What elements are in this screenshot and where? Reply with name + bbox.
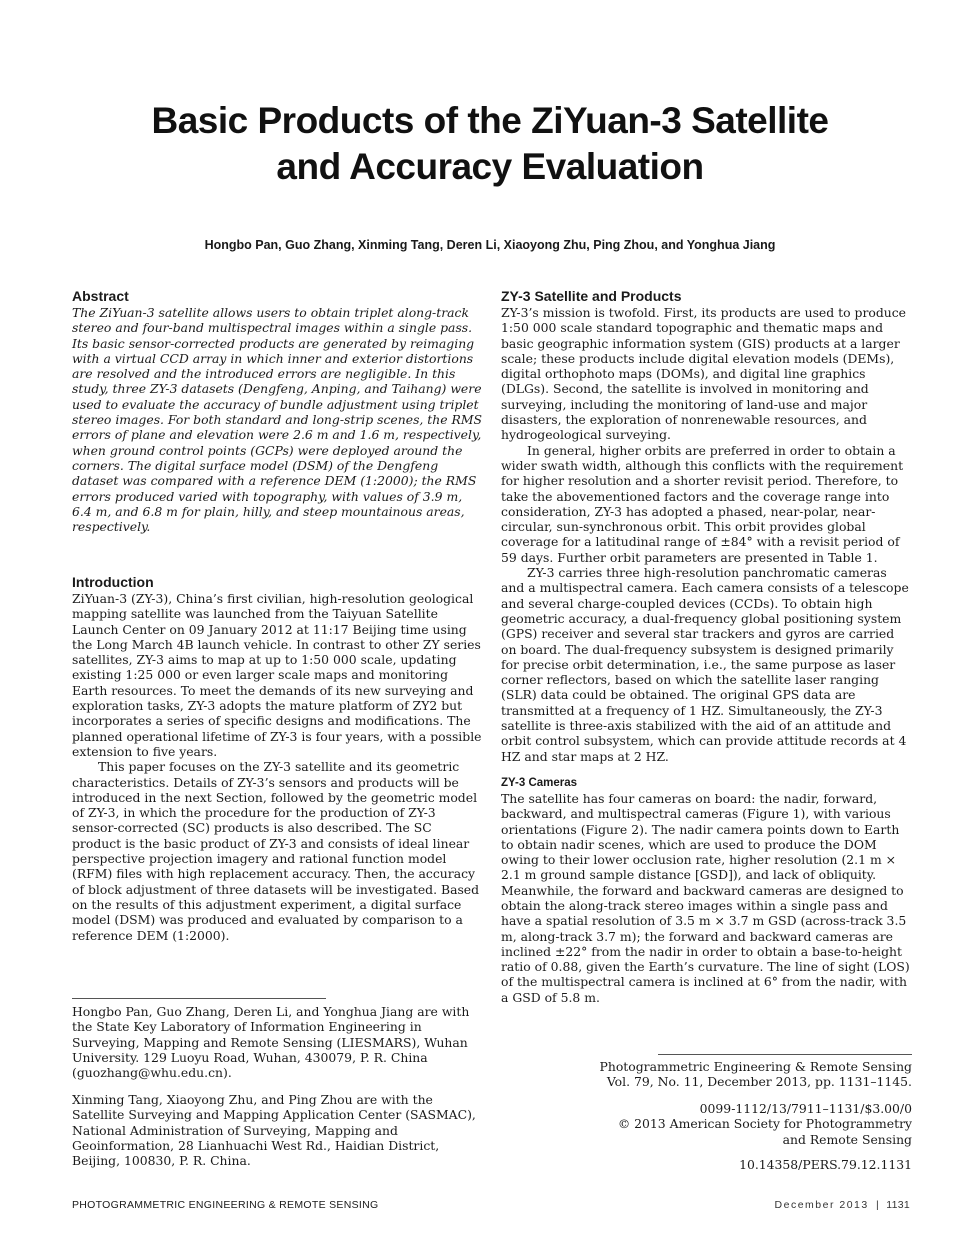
introduction-section [72,574,484,943]
affiliation-2: Xinming Tang, Xiaoyong Zhu, and Ping Zhou are with the Satellite Surveying and Mapping Application Center (SASMAC), National Administration of Surveying, Mapping and Geoinformation, 28 Lianhuachi West Rd., Haidian District, Beijing, 100830, P. R. China. [72,1092,476,1169]
products-heading: ZY-3 Satellite and Products [501,288,682,304]
cameras-paragraph-1: The satellite has four cameras on board: the nadir, forward, backward, and multispectral cameras (Figure 1), with various orientations (Figure 2). The nadir camera points down to Earth to obtain nadir scenes, which are used to produce the DOM owing to their lower occlusion rate, higher resolution (2.1 m × 2.1 m ground sample distance [GSD]), and lack of obliquity. Meanwhile, the forward and backward cameras are designed to obtain the along-track stereo images within a single pass and have a spatial resolution of 3.5 m × 3.7 m GSD (across-track 3.5 m, along-track 3.7 m); the forward and backward cameras are inclined ±22° from the nadir in order to obtain a base-to-height ratio of 0.88, given the Earth’s curvature. The line of sight (LOS) of the multispectral camera is inclined at 6° from the nadir, with a GSD of 5.8 m. [501,790,910,1005]
abstract-text: The ZiYuan-3 satellite allows users to obtain triplet along-track stereo and four-band multispectral images within a single pass. Its basic sensor-corrected products are generated by reimaging with a virtual CCD array in which inner and exterior distortions are resolved and the introduced errors are negligible. In this study, three ZY-3 datasets (Dengfeng, Anping, and Taihang) were used to evaluate the accuracy of bundle adjustment using triplet stereo images. For both standard and long-strip scenes, the RMS errors of plane and elevation were 2.6 m and 1.6 m, respectively, when ground control points (GCPs) were deployed around the corners. The digital surface model (DSM) of the Dengfeng dataset was compared with a reference DEM (1:2000); the RMS errors produced varied with topography, with values of 3.9 m, 6.4 m, and 6.8 m for plain, hilly, and steep mountainous areas, respectively. [72,305,483,535]
right-column [501,288,913,1005]
author-list: Hongbo Pan, Guo Zhang, Xinming Tang, Deren Li, Xiaoyong Zhu, Ping Zhou, and Yonghua Jiang [204,238,776,252]
products-paragraph-3: ZY-3 carries three high-resolution panchromatic cameras and a multispectral camera. Each camera consists of a telescope and several charge-coupled devices (CCDs). To obtain high geometric accuracy, a dual-frequency global positioning system (GPS) receiver and several star trackers and gyros are carried on board. The dual-frequency subsystem is designed primarily for precise orbit determination, i.e., the same purpose as laser corner reflectors, based on which the satellite laser ranging (SLR) data could be obtained. The original GPS data are transmitted at a frequency of 1 HZ. Simultaneously, the ZY-3 satellite is three-axis stabilized with the aid of an attitude and orbit control subsystem, which can provide attitude records at 4 HZ and star maps at 2 HZ. [501,565,909,764]
doi: 10.14358/PERS.79.12.1131 [739,1157,912,1172]
journal-name: Photogrammetric Engineering & Remote Sensing [599,1059,912,1074]
footer-right: December 2013 | 1131 [774,1199,910,1211]
introduction-paragraph-2: This paper focuses on the ZY-3 satellite and its geometric characteristics. Details of ZY-3’s sensors and products will be introduced in the next Section, followed by the geometric model of ZY-3, in which the procedure for the production of ZY-3 sensor-corrected (SC) products is also described. The SC product is the basic product of ZY-3 and consists of ideal linear perspective projection imagery and rational function model (RFM) files with high replacement accuracy. Then, the accuracy of block adjustment of three datasets will be investigated. Based on the results of this adjustment experiment, a digital surface model (DSM) was produced and evaluated by comparison to a reference DEM (1:2000). [72,759,480,943]
page-number: 1131 [886,1199,910,1211]
journal-citation [600,1059,912,1090]
copyright-block [618,1101,912,1147]
journal-volume: Vol. 79, No. 11, December 2013, pp. 1131–1145. [606,1074,912,1090]
title-line-1: Basic Products of the ZiYuan-3 Satellite [151,100,829,141]
copyright-line-2: and Remote Sensing [782,1131,912,1147]
affiliation-rule [72,998,326,999]
title-line-2: and Accuracy Evaluation [276,146,704,187]
footer-journal: PHOTOGRAMMETRIC ENGINEERING & REMOTE SENSING [72,1199,379,1211]
abstract-heading: Abstract [72,288,129,304]
footer-date: December 2013 [774,1199,869,1211]
introduction-heading: Introduction [72,574,154,590]
paper-title [70,98,910,190]
products-paragraph-2: In general, higher orbits are preferred in order to obtain a wider swath width, although this conflicts with the requirement for higher resolution and a shorter revisit period. Therefore, to take the abovementioned factors and the coverage range into consideration, ZY-3 has adopted a phased, near-polar, near-circular, sun-synchronous orbit. This orbit provides global coverage for a latitudinal range of ±84° with a revisit period of 59 days. Further orbit parameters are presented in Table 1. [501,442,904,565]
copyright-line: © 2013 American Society for Photogrammetry [617,1116,912,1132]
citation-rule [658,1054,912,1055]
left-column [72,288,484,534]
cameras-heading: ZY-3 Cameras [501,776,578,789]
price-code: 0099-1112/13/7911–1131/$3.00/0 [699,1101,912,1116]
affiliation-1: Hongbo Pan, Guo Zhang, Deren Li, and Yonghua Jiang are with the State Key Laboratory of Information Engineering in Surveying, Mapping and Remote Sensing (LIESMARS), Wuhan University. 129 Luoyu Road, Wuhan, 430079, P. R. China (guozhang@whu.edu.cn). [72,1004,470,1081]
introduction-paragraph-1: ZiYuan-3 (ZY-3), China’s first civilian, high-resolution geological mapping satellite was launched from the Taiyuan Satellite Launch Center on 09 January 2012 at 11:17 Beijing time using the Long March 4B launch vehicle. In contrast to other ZY series satellites, ZY-3 aims to map at up to 1:50 000 scale, updating existing 1:25 000 or even larger scale maps and monitoring Earth resources. To meet the demands of its new surveying and exploration tasks, ZY-3 adopts the mature platform of ZY2 but incorporates a series of specific designs and modifications. The planned operational lifetime of ZY-3 is four years, with a possible extension to five years. [72,591,482,759]
products-paragraph-1: ZY-3’s mission is twofold. First, its products are used to produce 1:50 000 scale standard topographic and thematic maps and basic geographic information system (GIS) products at a larger scale; these products include digital elevation models (DEMs), digital orthophoto maps (DOMs), and digital line graphics (DLGs). Second, the satellite is involved in monitoring and surveying, including the monitoring of land-use and major disasters, the exploration of nonrenewable resources, and hydrogeological surveying. [501,305,907,443]
